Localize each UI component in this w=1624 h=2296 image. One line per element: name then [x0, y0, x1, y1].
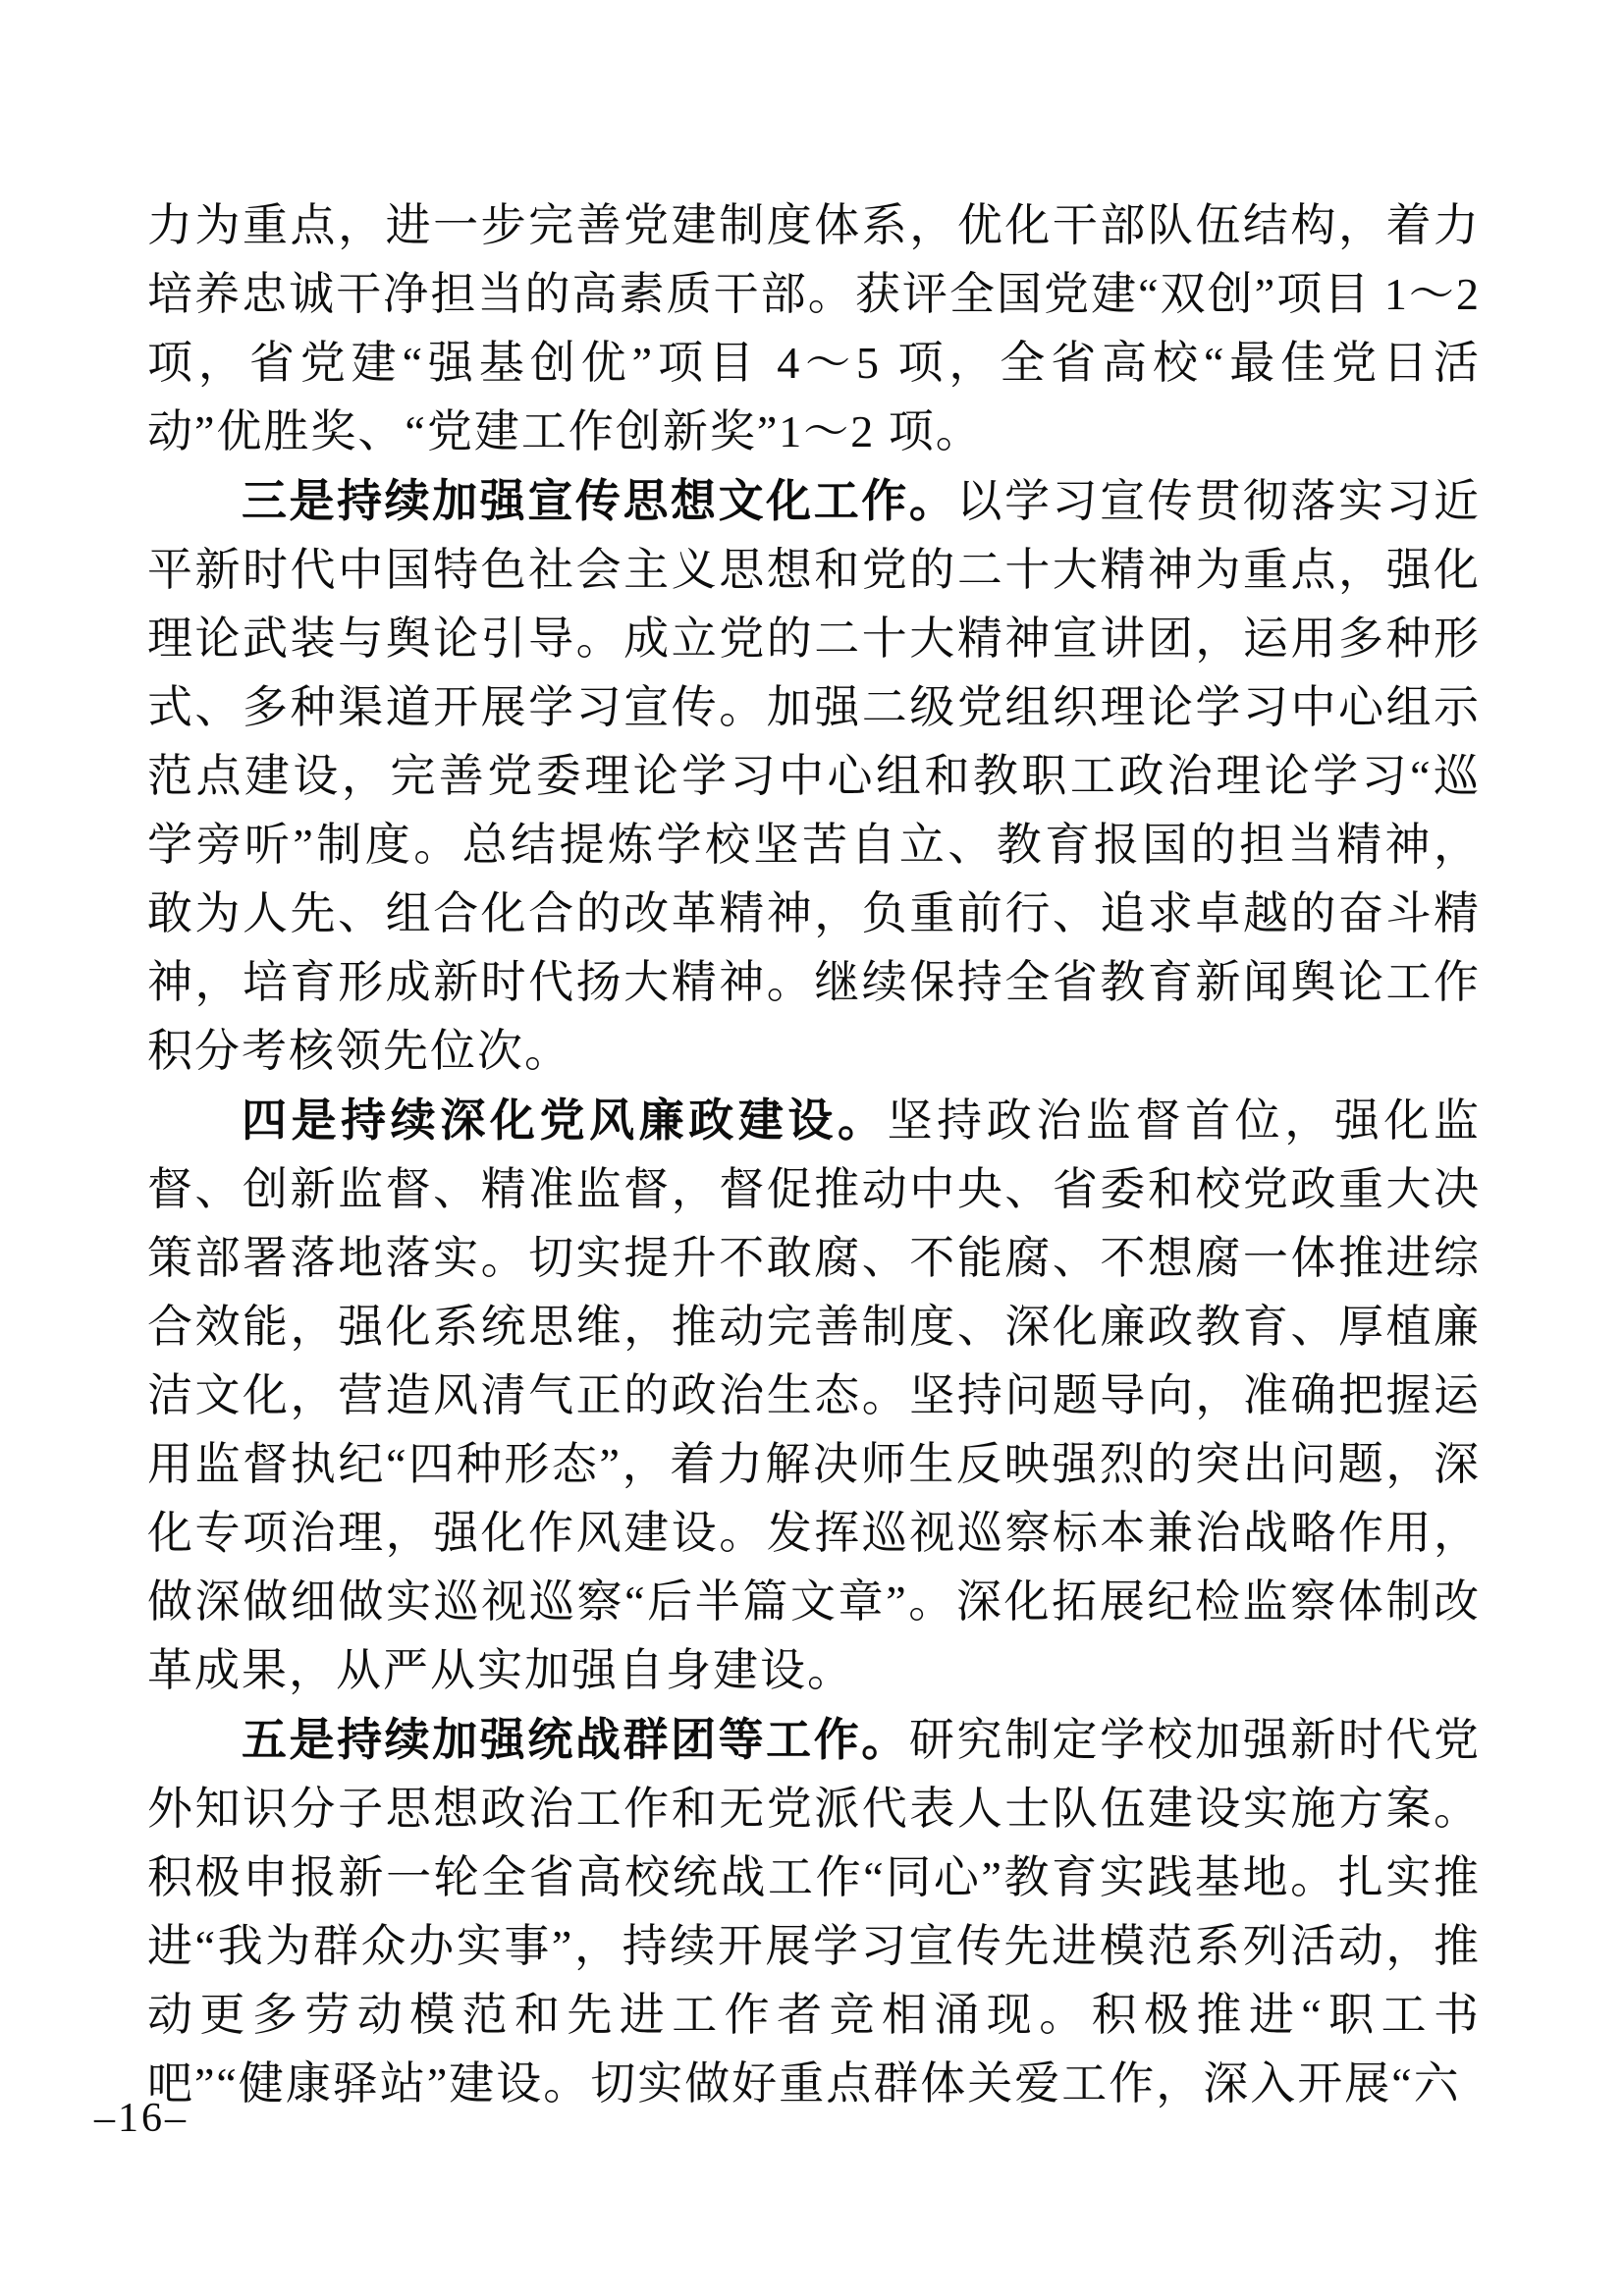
paragraph: [147, 191, 1481, 466]
paragraph-text: 以学习宣传贯彻落实习近平新时代中国特色社会主义思想和党的二十大精神为重点，强化理论武装与舆论引导。成立党的二十大精神宣讲团，运用多种形式、多种渠道开展学习宣传。加强二级党组织理论学习中心组示范点建设，完善党委理论学习中心组和教职工政治理论学习“巡学旁听”制度。总结提炼学校坚苦自立、教育报国的担当精神，敢为人先、组合化合的改革精神，负重前行、追求卓越的奋斗精神，培育形成新时代扬大精神。继续保持全省教育新闻舆论工作积分考核领先位次。: [147, 476, 1482, 1076]
paragraph: [147, 1086, 1481, 1705]
paragraph-lead-heading: 四是持续深化党风廉政建设。: [242, 1095, 888, 1146]
paragraph-text: 研究制定学校加强新时代党外知识分子思想政治工作和无党派代表人士队伍建设实施方案。积极申报新一轮全省高校统战工作“同心”教育实践基地。扎实推进“我为群众办实事”，持续开展学习宣传先进模范系列活动，推动更多劳动模范和先进工作者竞相涌现。积极推进“职工书吧”“健康驿站”建设。切实做好重点群体关爱工作，深入开展“六: [147, 1715, 1482, 2109]
page-number: –16–: [94, 2096, 189, 2141]
paragraph-text: 力为重点，进一步完善党建制度体系，优化干部队伍结构，着力培养忠诚干净担当的高素质干部。获评全国党建“双创”项目 1～2 项，省党建“强基创优”项目 4～5 项，全省高校“最佳党日活动”优胜奖、“党建工作创新奖”1～2 项。: [147, 200, 1481, 456]
paragraph-lead-heading: 五是持续加强统战群团等工作。: [242, 1714, 909, 1765]
document-body: [147, 191, 1481, 2118]
paragraph: [147, 1705, 1481, 2118]
paragraph-text: 坚持政治监督首位，强化监督、创新监督、精准监督，督促推动中央、省委和校党政重大决策部署落地落实。切实提升不敢腐、不能腐、不想腐一体推进综合效能，强化系统思维，推动完善制度、深化廉政教育、厚植廉洁文化，营造风清气正的政治生态。坚持问题导向，准确把握运用监督执纪“四种形态”，着力解决师生反映强烈的突出问题，深化专项治理，强化作风建设。发挥巡视巡察标本兼治战略作用，做深做细做实巡视巡察“后半篇文章”。深化拓展纪检监察体制改革成果，从严从实加强自身建设。: [147, 1095, 1482, 1695]
paragraph-lead-heading: 三是持续加强宣传思想文化工作。: [242, 475, 957, 526]
paragraph: [147, 466, 1481, 1086]
